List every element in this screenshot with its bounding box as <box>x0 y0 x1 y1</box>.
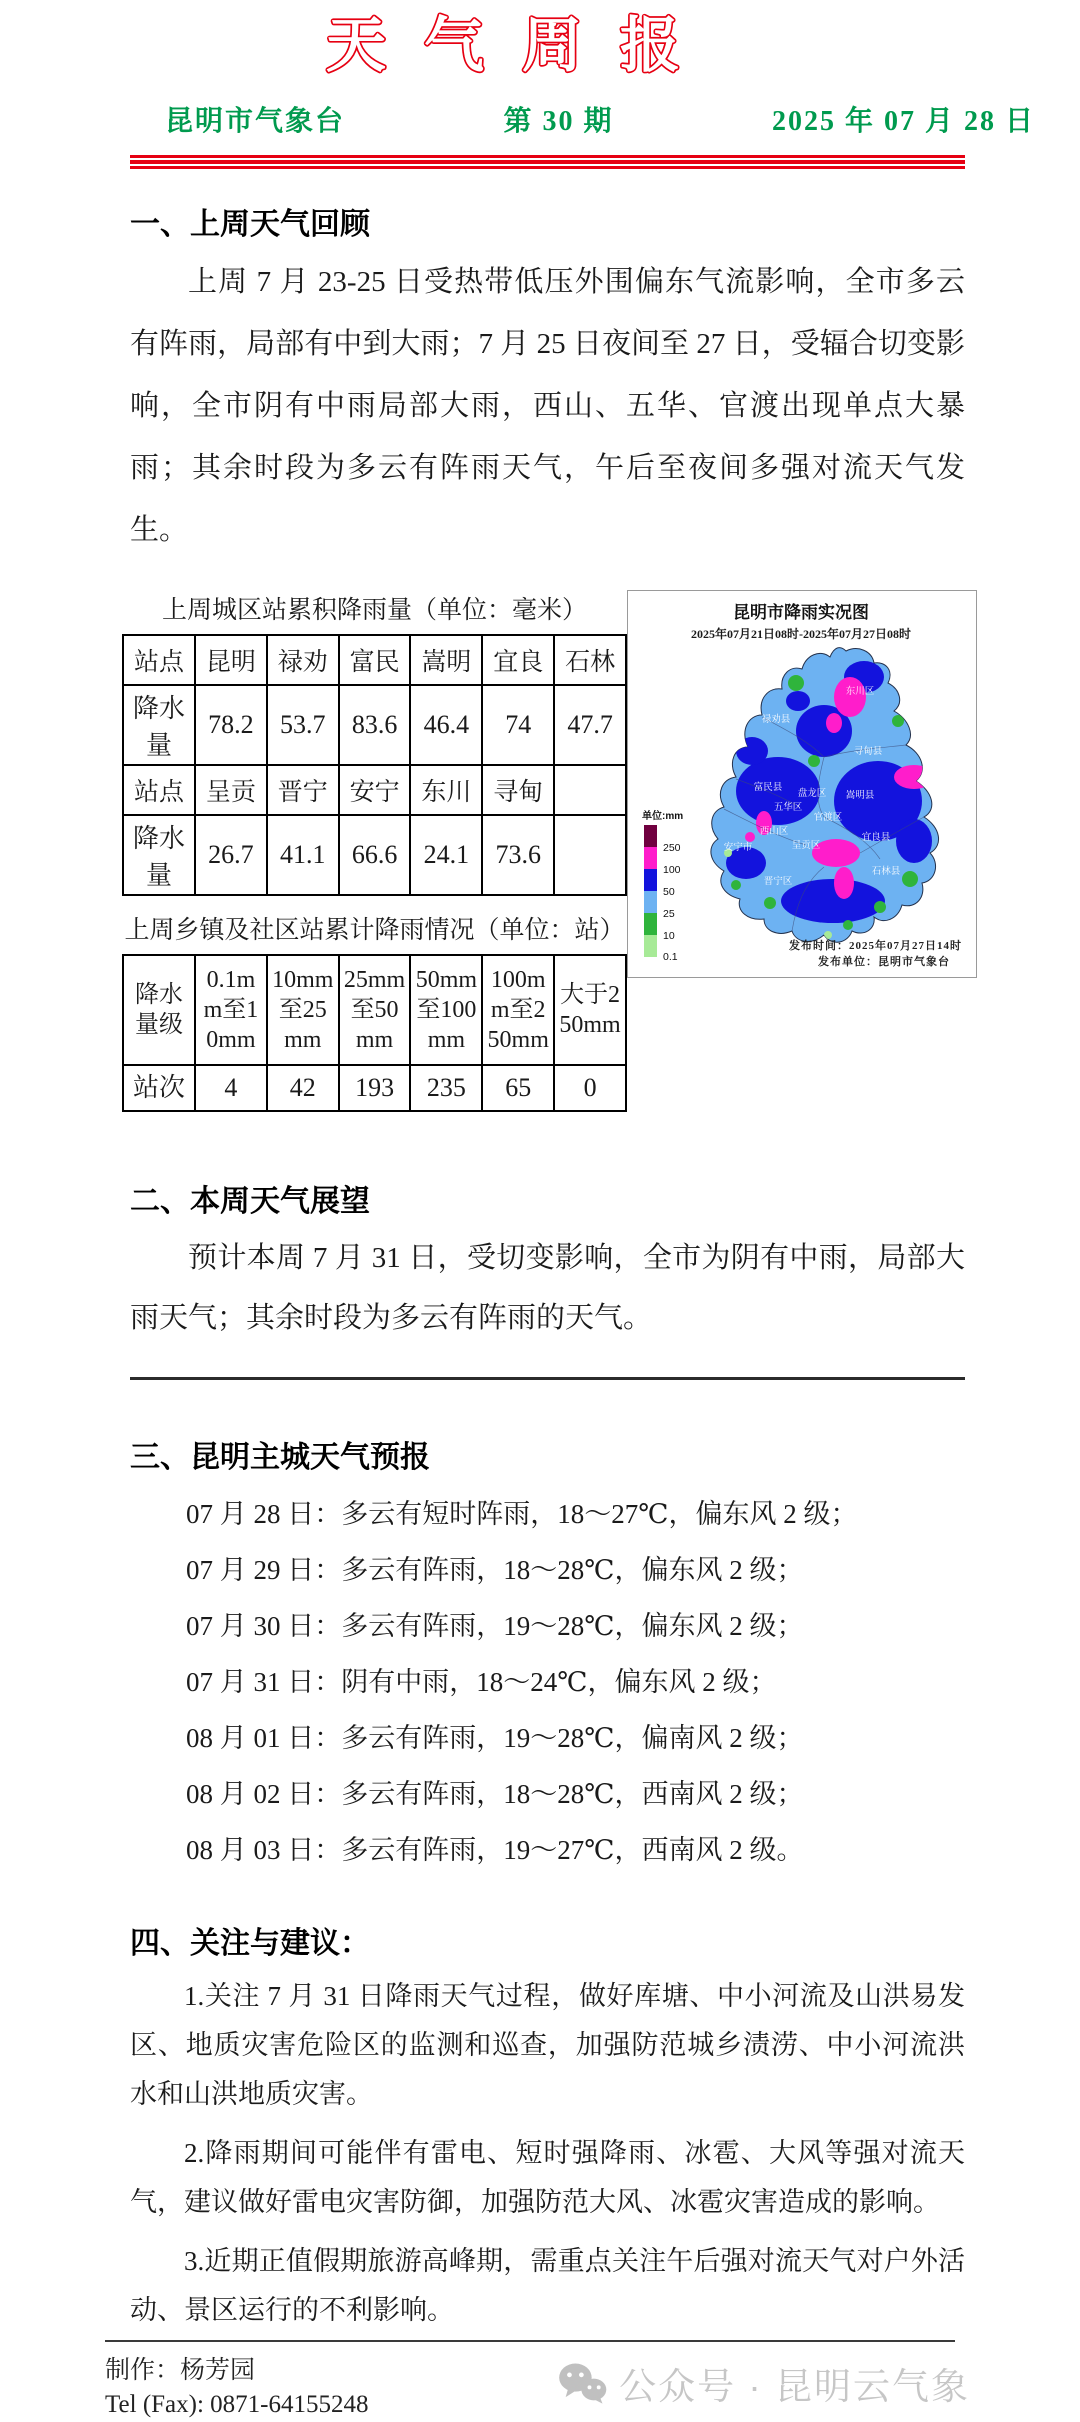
district-label: 东川区 <box>845 686 875 697</box>
rainfall-map-svg <box>628 591 974 975</box>
cell: 寻甸 <box>482 765 554 815</box>
township-rainfall-table <box>122 954 627 1112</box>
footer-tel: Tel (Fax): 0871-64155248 <box>105 2391 369 2418</box>
cell: 降水量 <box>123 685 195 765</box>
legend-swatch <box>644 869 657 891</box>
table2-caption: 上周乡镇及社区站累计降雨情况（单位：站） <box>124 917 625 944</box>
table-row <box>123 955 626 1065</box>
newsletter-title-art <box>320 6 760 84</box>
district-label: 嵩明县 <box>845 790 875 801</box>
map-subtitle: 2025年07月21日08时-2025年07月27日08时 <box>691 627 911 641</box>
cell: 站次 <box>123 1065 195 1111</box>
forecast-item: 08 月 03 日：多云有阵雨，19～27℃，西南风 2 级。 <box>186 1835 804 1865</box>
cell: 禄劝 <box>267 635 339 685</box>
legend-label: 10 <box>663 930 675 942</box>
table1-caption: 上周城区站累积降雨量（单位：毫米） <box>161 597 587 624</box>
cell: 10mm至25mm <box>267 955 339 1065</box>
cell: 呈贡 <box>195 765 267 815</box>
forecast-item: 07 月 31 日：阴有中雨，18～24℃，偏东风 2 级； <box>186 1667 777 1697</box>
cell: 46.4 <box>410 685 482 765</box>
district-label: 呈贡区 <box>791 840 821 851</box>
forecast-item: 08 月 01 日：多云有阵雨，19～28℃，偏南风 2 级； <box>186 1723 804 1753</box>
issue-date: 2025 年 07 月 28 日 <box>771 106 1035 137</box>
table-row <box>123 635 626 685</box>
cell: 83.6 <box>339 685 411 765</box>
cell: 65 <box>482 1065 554 1111</box>
district-label: 五华区 <box>773 802 803 813</box>
district-label: 寻甸县 <box>853 746 883 757</box>
issue-number: 第 30 期 <box>503 106 614 137</box>
cell: 50mm至100mm <box>410 955 482 1065</box>
newsletter-title: 天气周报 <box>326 12 718 79</box>
section4-heading: 四、关注与建议： <box>130 1927 370 1960</box>
rain-data-row <box>122 590 965 1112</box>
rainfall-map <box>627 590 977 978</box>
legend-label: 25 <box>663 908 675 920</box>
cell: 富民 <box>339 635 411 685</box>
section1-paragraph: 上周 7 月 23-25 日受热带低压外围偏东气流影响，全市多云有阵雨，局部有中到大雨；7 月 25 日夜间至 27 日，受辐合切变影响，全市阴有中雨局部大雨，西山、五华、官渡出现单点大暴雨；其余时段为多云有阵雨天气，午后至夜间多强对流天气发生。 <box>130 266 965 546</box>
legend-swatch <box>644 847 657 869</box>
cell: 53.7 <box>267 685 339 765</box>
cell: 25mm至50mm <box>339 955 411 1065</box>
advice-item: 2.降雨期间可能伴有雷电、短时强降雨、冰雹、大风等强对流天气，建议做好雷电灾害防御，加强防范大风、冰雹灾害造成的影响。 <box>130 2138 965 2217</box>
district-label: 禄劝县 <box>761 714 791 725</box>
legend-label: 100 <box>663 864 681 876</box>
cell: 站点 <box>123 635 195 685</box>
cell: 东川 <box>410 765 482 815</box>
cell: 41.1 <box>267 815 339 895</box>
forecast-item: 07 月 28 日：多云有短时阵雨，18～27℃，偏东风 2 级； <box>186 1499 858 1529</box>
table-row <box>123 685 626 765</box>
cell: 73.6 <box>482 815 554 895</box>
map-publish-time: 发布时间：2025年07月27日14时 <box>789 940 962 952</box>
red-separator <box>130 155 965 169</box>
legend-swatch <box>644 913 657 935</box>
cell: 24.1 <box>410 815 482 895</box>
cell: 78.2 <box>195 685 267 765</box>
cell: 安宁 <box>339 765 411 815</box>
forecast-item: 07 月 30 日：多云有阵雨，19～28℃，偏东风 2 级； <box>186 1611 804 1641</box>
cell: 石林 <box>554 635 626 685</box>
district-label: 石林县 <box>871 866 901 877</box>
wechat-label: 公众号 · 昆明云气象 <box>619 2366 970 2407</box>
map-legend <box>642 809 683 963</box>
cell: 193 <box>339 1065 411 1111</box>
cell: 4 <box>195 1065 267 1111</box>
cell: 66.6 <box>339 815 411 895</box>
section2-heading: 二、本周天气展望 <box>130 1185 370 1218</box>
cell: 26.7 <box>195 815 267 895</box>
section2-paragraph: 预计本周 7 月 31 日，受切变影响，全市为阴有中雨，局部大雨天气；其余时段为多云有阵雨的天气。 <box>130 1242 965 1334</box>
legend-label: 0.1 <box>663 951 678 963</box>
map-title: 昆明市降雨实况图 <box>733 603 869 622</box>
cell: 235 <box>410 1065 482 1111</box>
cell: 100mm至250mm <box>482 955 554 1065</box>
table-row <box>123 1065 626 1111</box>
forecast-list <box>130 1486 965 1878</box>
cell: 站点 <box>123 765 195 815</box>
advice-item: 1.关注 7 月 31 日降雨天气过程，做好库塘、中小河流及山洪易发区、地质灾害危险区的监测和巡查，加强防范城乡渍涝、中小河流洪水和山洪地质灾害。 <box>130 1981 965 2109</box>
legend-swatch <box>644 825 657 847</box>
forecast-item: 07 月 29 日：多云有阵雨，18～28℃，偏东风 2 级； <box>186 1555 804 1585</box>
district-label: 盘龙区 <box>797 788 827 799</box>
cell-empty <box>554 765 626 815</box>
map-publish-unit: 发布单位：昆明市气象台 <box>818 956 950 968</box>
wechat-icon <box>557 2361 609 2405</box>
district-label: 安宁市 <box>723 842 753 853</box>
district-label: 官渡区 <box>813 812 843 823</box>
agency-name: 昆明市气象台 <box>165 106 346 137</box>
wechat-watermark <box>557 2356 970 2410</box>
masthead <box>0 0 1080 89</box>
forecast-item: 08 月 02 日：多云有阵雨，18～28℃，西南风 2 级； <box>186 1779 804 1809</box>
legend-title: 单位:mm <box>642 811 684 822</box>
legend-swatch <box>644 891 657 913</box>
cell: 大于250mm <box>554 955 626 1065</box>
cell: 晋宁 <box>267 765 339 815</box>
cell: 降水量 <box>123 815 195 895</box>
footer-maker: 制作：杨芳园 <box>105 2357 256 2384</box>
cell: 0.1mm至10mm <box>195 955 267 1065</box>
district-label: 富民县 <box>753 782 783 793</box>
rain-tables-column <box>122 590 627 1112</box>
page-content <box>124 155 965 2335</box>
section1-heading: 一、上周天气回顾 <box>130 208 370 241</box>
district-label: 西山区 <box>759 826 789 837</box>
cell-empty <box>554 815 626 895</box>
cell: 47.7 <box>554 685 626 765</box>
section3-heading: 三、昆明主城天气预报 <box>130 1441 430 1474</box>
legend-label: 250 <box>663 842 681 854</box>
legend-label: 50 <box>663 886 675 898</box>
cell: 0 <box>554 1065 626 1111</box>
district-label: 宜良县 <box>861 832 891 843</box>
table-row <box>123 815 626 895</box>
advice-item: 3.近期正值假期旅游高峰期，需重点关注午后强对流天气对户外活动、景区运行的不利影响。 <box>130 2246 965 2325</box>
cell: 嵩明 <box>410 635 482 685</box>
issue-info-row <box>165 99 1035 139</box>
footer <box>105 2340 970 2422</box>
cell: 74 <box>482 685 554 765</box>
cell: 降水量级 <box>123 955 195 1065</box>
cell: 昆明 <box>195 635 267 685</box>
cell: 宜良 <box>482 635 554 685</box>
district-label: 晋宁区 <box>763 876 793 887</box>
cell: 42 <box>267 1065 339 1111</box>
legend-swatch <box>644 935 657 957</box>
city-station-rainfall-table <box>122 634 627 896</box>
section-divider <box>130 1377 965 1380</box>
table-row <box>123 765 626 815</box>
